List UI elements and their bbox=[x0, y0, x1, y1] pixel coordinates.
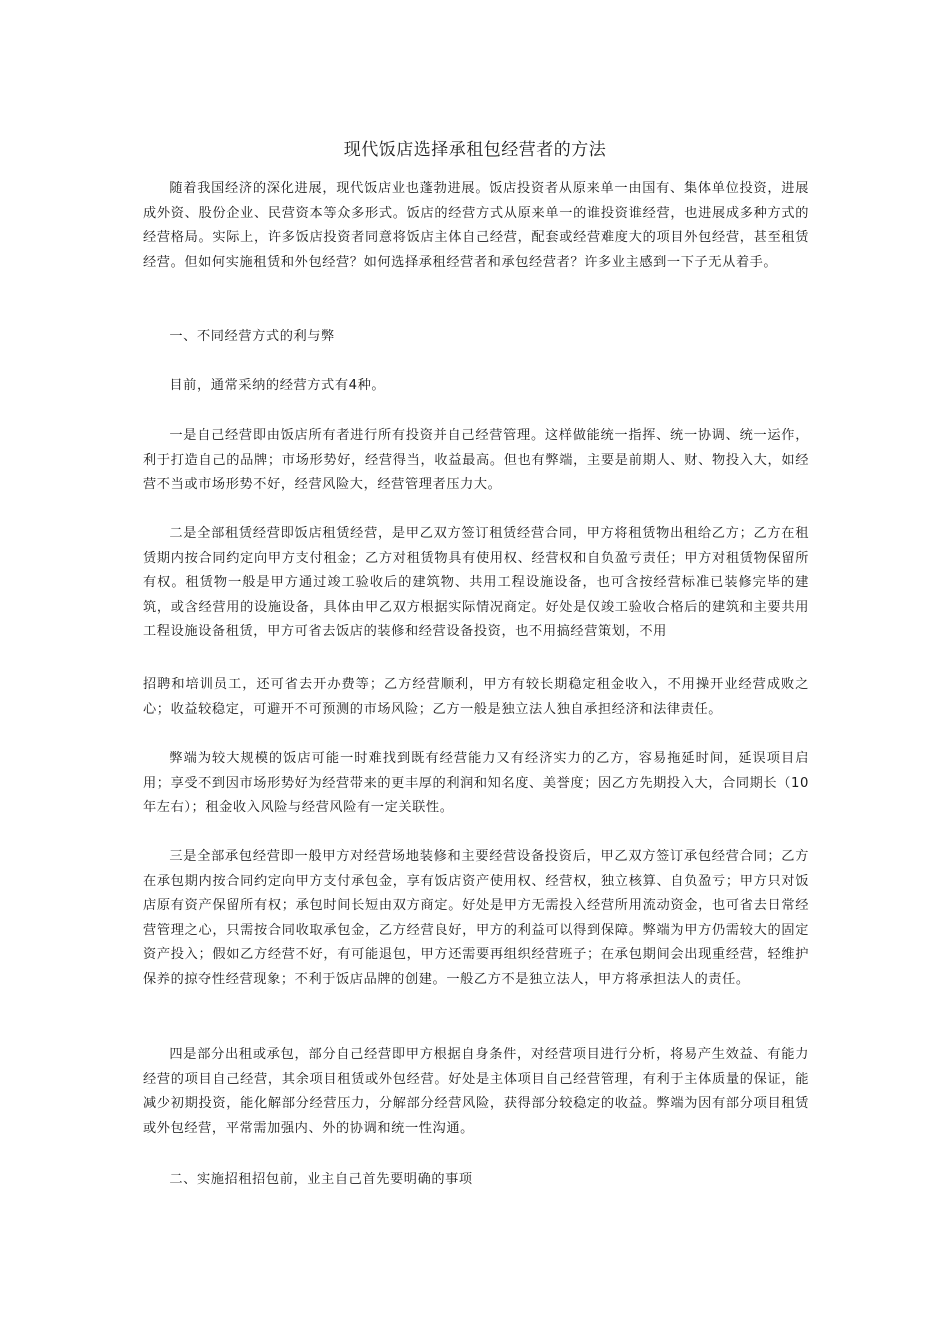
paragraph-method-4: 四是部分出租或承包，部分自己经营即甲方根据自身条件，对经营项目进行分析，将易产生效益、有能力经营的项目自己经营，其余项目租赁或外包经营。好处是主体项目自己经营管理，有利于主体质量的保证，能减少初期投资，能化解部分经营压力，分解部分经营风险，获得部分较稳定的收益。弊端为因有部分项目租赁或外包经营，平常需加强内、外的协调和统一性沟通。 bbox=[143, 1047, 809, 1136]
section-heading-1: 一、不同经营方式的利与弊 bbox=[169, 329, 335, 344]
paragraph-method-2-drawbacks: 弊端为较大规模的饭店可能一时难找到既有经营能力又有经济实力的乙方，容易拖延时间，延误项目启用；享受不到因市场形势好为经营带来的更丰厚的利润和知名度、美誉度；因乙方先期投入大，合同期长（10年左右）；租金收入风险与经营风险有一定关联性。 bbox=[143, 751, 809, 815]
paragraph-method-1: 一是自己经营即由饭店所有者进行所有投资并自己经营管理。这样做能统一指挥、统一协调、统一运作，利于打造自己的品牌；市场形势好，经营得当，收益最高。但也有弊端，主要是前期人、财、物投入大，如经营不当或市场形势不好，经营风险大，经营管理者压力大。 bbox=[143, 428, 809, 492]
paragraph-method-2-continued: 招聘和培训员工，还可省去开办费等；乙方经营顺利，甲方有较长期稳定租金收入，不用操开业经营成败之心；收益较稳定，可避开不可预测的市场风险；乙方一般是独立法人独自承担经济和法律责任。 bbox=[143, 677, 809, 717]
paragraph-method-2: 二是全部租赁经营即饭店租赁经营，是甲乙双方签订租赁经营合同，甲方将租赁物出租给乙方；乙方在租赁期内按合同约定向甲方支付租金；乙方对租赁物具有使用权、经营权和自负盈亏责任；甲方对租赁物保留所有权。租赁物一般是甲方通过竣工验收后的建筑物、共用工程设施设备，也可含按经营标准已装修完毕的建筑，或含经营用的设施设备，具体由甲乙双方根据实际情况商定。好处是仅竣工验收合格后的建筑和主要共用工程设施设备租赁，甲方可省去饭店的装修和经营设备投资，也不用搞经营策划，不用 bbox=[143, 526, 809, 639]
section-heading-2: 二、实施招租招包前，业主自己首先要明确的事项 bbox=[169, 1172, 473, 1187]
intro-paragraph: 随着我国经济的深化进展，现代饭店业也蓬勃进展。饭店投资者从原来单一由国有、集体单位投资，进展成外资、股份企业、民营资本等众多形式。饭店的经营方式从原来单一的谁投资谁经营，也进展成多种方式的经营格局。实际上，许多饭店投资者同意将饭店主体自己经营，配套或经营难度大的项目外包经营，甚至租赁经营。但如何实施租赁和外包经营？如何选择承租经营者和承包经营者？许多业主感到一下子无从着手。 bbox=[143, 181, 809, 270]
document-title: 现代饭店选择承租包经营者的方法 bbox=[343, 140, 607, 161]
paragraph-methods-count: 目前，通常采纳的经营方式有4种。 bbox=[169, 378, 386, 393]
paragraph-method-3: 三是全部承包经营即一般甲方对经营场地装修和主要经营设备投资后，甲乙双方签订承包经营合同；乙方在承包期内按合同约定向甲方支付承包金，享有饭店资产使用权、经营权，独立核算、自负盈亏；甲方只对饭店原有资产保留所有权；承包时间长短由双方商定。好处是甲方无需投入经营所用流动资金，也可省去日常经营管理之心，只需按合同收取承包金，乙方经营良好，甲方的利益可以得到保障。弊端为甲方仍需较大的固定资产投入；假如乙方经营不好，有可能退包，甲方还需要再组织经营班子；在承包期间会出现重经营，轻维护保养的掠夺性经营现象；不利于饭店品牌的创建。一般乙方不是独立法人，甲方将承担法人的责任。 bbox=[143, 849, 809, 987]
